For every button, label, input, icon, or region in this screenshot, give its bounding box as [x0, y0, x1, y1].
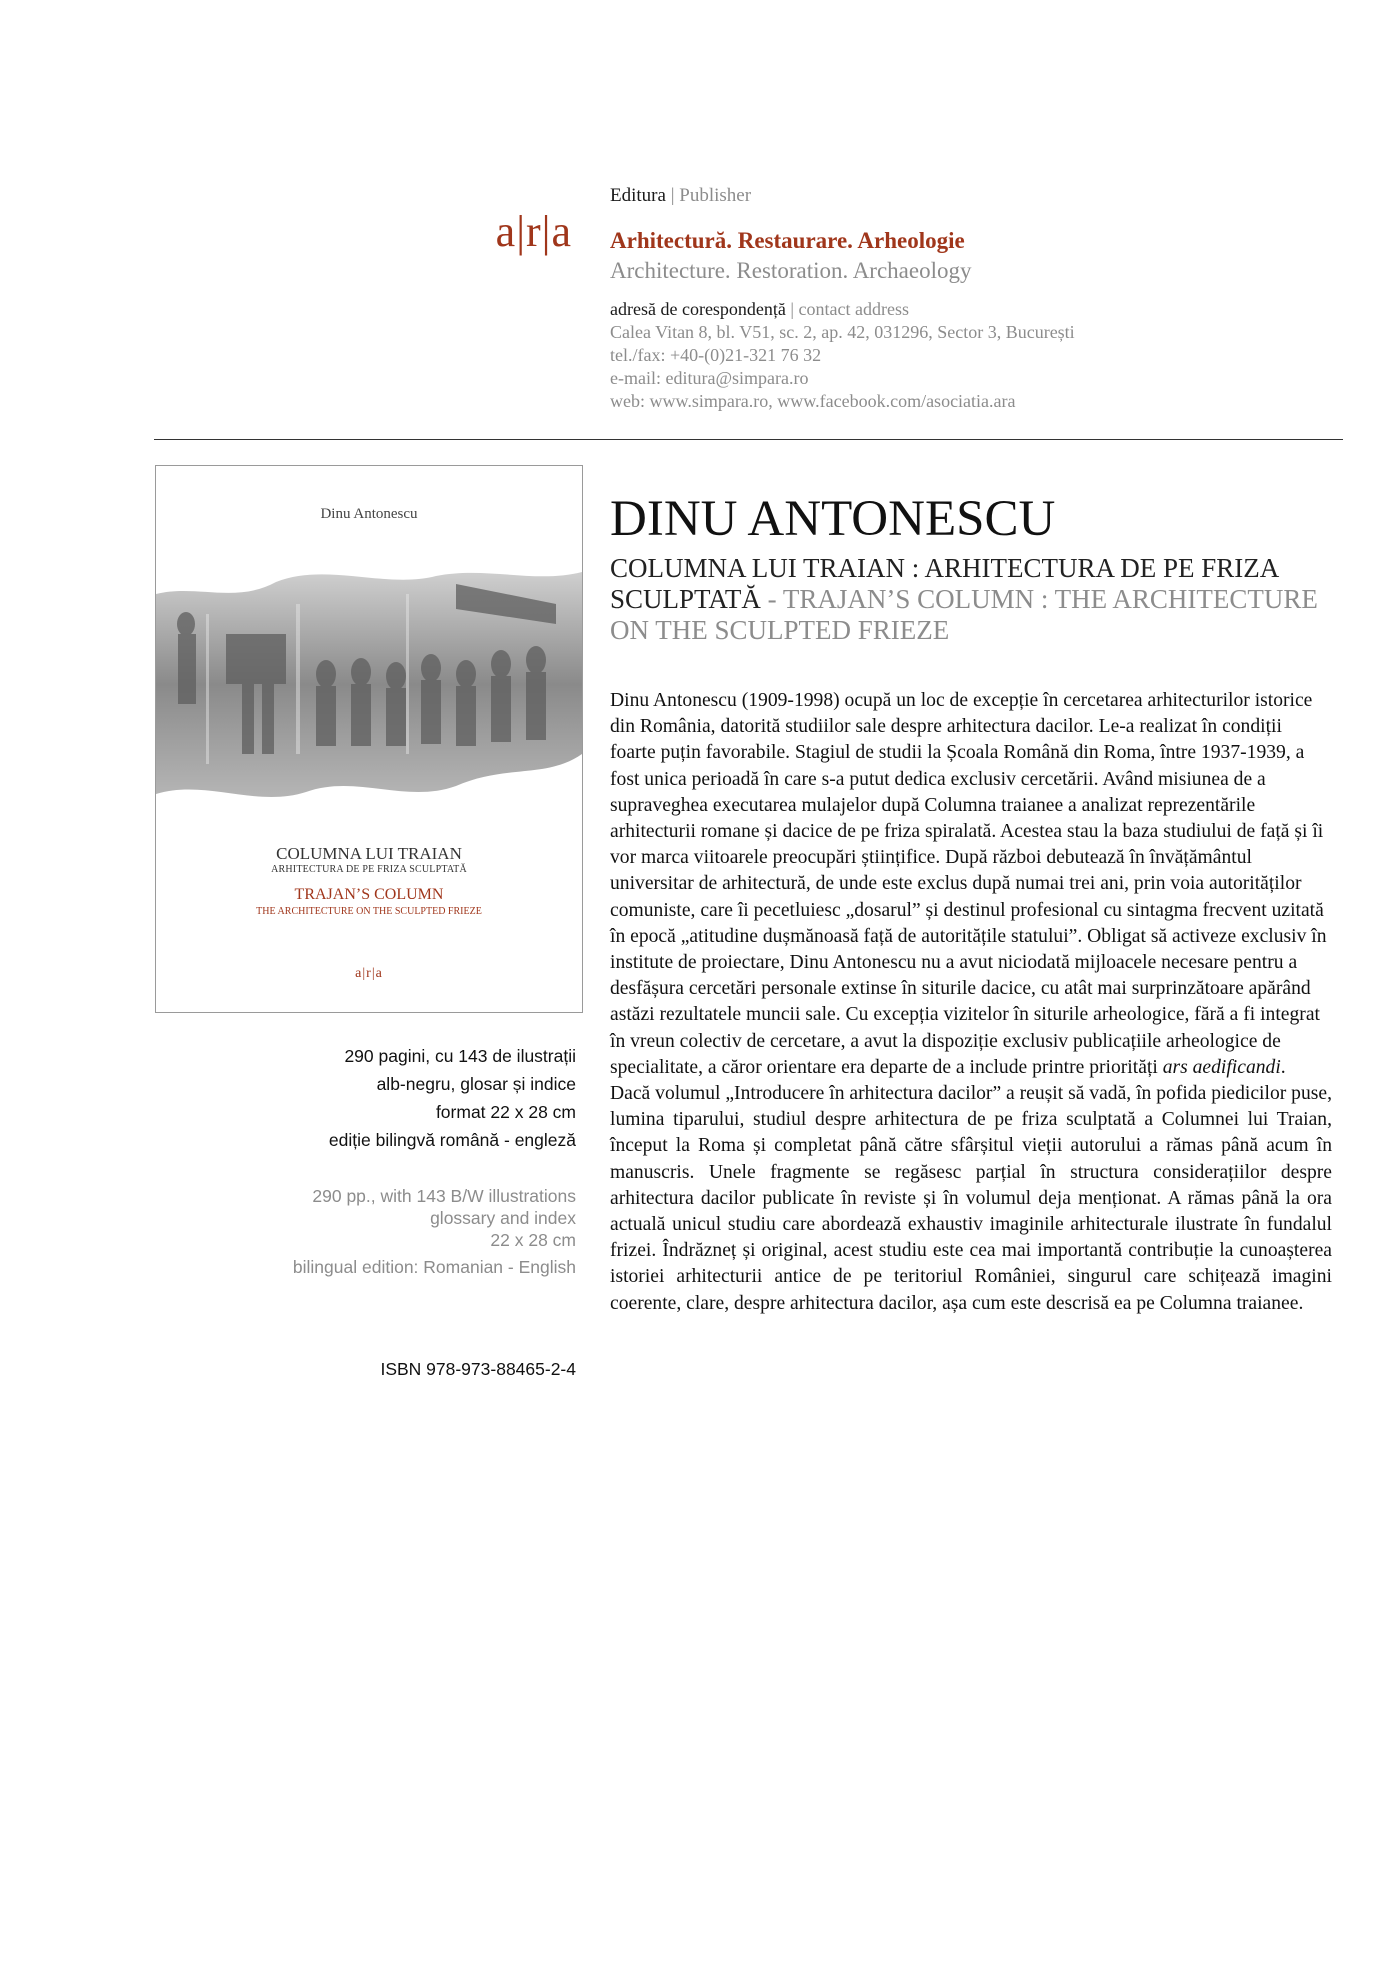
spec-line: alb-negru, glosar și indice — [376, 1074, 576, 1094]
logo-separator: | — [516, 207, 526, 256]
logo-letter-r: r — [526, 207, 542, 256]
tagline-en: Architecture. Restoration. Archaeology — [610, 258, 972, 283]
description-paragraph: Dacă volumul „Introducere în arhitectura dacilor” a reușit să vadă, în pofida piedicilor puse, lumina tiparului, studiul despre arhitectura de pe friza sculptată a Columnei lui Traian, început la Roma și completat până către sfârșitul vieții autorului a rămas până acum în manuscris. Unele fragmente se regăsesc parțial în structura considerațiilor despre arhitectura dacilor publicate în reviste și în volumul deja menționat. A rămas până la ora actuală unicul studiu care abordează exhaustiv imaginile arhitecturale ilustrate în fundalul frizei. Îndrăzneț și original, acest studiu este cea mai importantă contribuție la cunoașterea istoriei arhitecturii antice de pe teritoriul României, singurul care schițează imagini coerente, clare, despre arhitectura dacilor, așa cum este descrisă ea pe Columna traianee. — [610, 1083, 1332, 1314]
publisher-label-separator: | — [670, 185, 675, 206]
contact-label — [610, 298, 1075, 321]
publisher-label — [610, 184, 751, 208]
frieze-image — [156, 564, 582, 804]
cover-subtitle-ro: ARHITECTURA DE PE FRIZA SCULPTATĂ — [271, 864, 467, 875]
cover-title-en: TRAJAN’S COLUMN — [294, 886, 444, 903]
contact-label-separator: | — [790, 299, 795, 319]
publisher-label-en: Publisher — [679, 185, 752, 206]
contact-block — [610, 298, 1075, 413]
specs-ro — [240, 1042, 576, 1154]
description-italic-term: ars aedificandi — [1162, 1056, 1281, 1078]
contact-email[interactable]: e-mail: editura@simpara.ro — [610, 368, 809, 388]
header-divider — [154, 439, 1343, 440]
spec-line: ediție bilingvă română - engleză — [328, 1130, 576, 1150]
spec-line: 22 x 28 cm — [490, 1230, 576, 1250]
publisher-label-ro: Editura — [610, 185, 666, 206]
book-description — [610, 688, 1332, 1317]
cover-subtitle-en: THE ARCHITECTURE ON THE SCULPTED FRIEZE — [256, 906, 482, 917]
specs-en — [240, 1185, 576, 1278]
logo-letter-a: a — [495, 207, 517, 256]
description-paragraph — [610, 688, 1332, 1081]
contact-label-ro: adresă de corespondență — [610, 299, 786, 319]
spec-line: 290 pagini, cu 143 de ilustrații — [344, 1046, 576, 1066]
book-title — [610, 553, 1330, 646]
spec-line: 290 pp., with 143 B/W illustrations — [312, 1186, 576, 1206]
isbn: ISBN 978-973-88465-2-4 — [380, 1359, 576, 1379]
description-text: Dinu Antonescu (1909-1998) ocupă un loc de excepție în cercetarea arhitecturilor istorice din România, datorită studiilor sale despre arhitectura dacilor. Le-a realizat în condiții foarte puțin favorabile. Stagiul de studii la Școala Română din Roma, între 1937-1939, a fost unica perioadă în care s-a putut dedica exclusiv cercetării. Având misiunea de a supraveghea executarea mulajelor după Columna traianee a analizat reprezentările arhitecturii romane și dacice de pe friza spiralată. Acestea stau la baza studiului de față și îi vor marca viitoarele preocupări științifice. După război debutează în învățământul universitar de arhitectură, de unde este exclus după numai trei ani, prin voia autorităților comuniste, care îi pecetluiesc „dosarul” și destinul profesional cu sintagma frecvent uzitată în epocă „atitudine dușmănoasă față de autoritățile statului”. Obligat să activeze exclusiv în institute de proiectare, Dinu Antonescu nu a avut niciodată mijloacele necesare pentru a desfășura cercetări personale extinse în siturile dacice, cu atât mai surprinzătoare apărând astăzi rezultatele muncii sale. Cu excepția vizitelor în siturile arheologice, fără a fi integrat în vreun colectiv de cercetare, a avut la dispoziție exclusiv publicațiile arheologice de specialitate, a căror orientare era departe de a include printre priorități — [610, 690, 1327, 1078]
logo-letter-a: a — [551, 207, 572, 256]
tagline-ro: Arhitectură. Restaurare. Arheologie — [610, 228, 965, 253]
book-title-ro: COLUMNA LUI TRAIAN : ARHITECTURA DE PE FRIZA SCULPTATĂ — [610, 553, 1278, 614]
cover-title-ro: COLUMNA LUI TRAIAN — [276, 844, 462, 863]
cover-author: Dinu Antonescu — [320, 506, 418, 522]
spec-line: glossary and index — [430, 1208, 576, 1228]
contact-label-en: contact address — [798, 299, 909, 319]
contact-address: Calea Vitan 8, bl. V51, sc. 2, ap. 42, 031296, Sector 3, București — [610, 322, 1075, 342]
book-author: DINU ANTONESCU — [610, 491, 1056, 547]
contact-phone: tel./fax: +40-(0)21-321 76 32 — [610, 345, 822, 365]
contact-web[interactable]: web: www.simpara.ro, www.facebook.com/asociatia.ara — [610, 391, 1016, 411]
book-title-en: TRAJAN’S COLUMN : THE ARCHITECTURE ON THE SCULPTED FRIEZE — [610, 584, 1318, 645]
spec-line: format 22 x 28 cm — [435, 1102, 576, 1122]
book-cover — [155, 465, 583, 1013]
logo-separator: | — [541, 207, 552, 256]
cover-logo: a|r|a — [355, 966, 383, 981]
spec-line: bilingual edition: Romanian - English — [292, 1257, 576, 1277]
book-title-separator: - — [760, 584, 783, 614]
publisher-logo — [446, 208, 572, 256]
description-text-end: . — [1280, 1056, 1286, 1078]
